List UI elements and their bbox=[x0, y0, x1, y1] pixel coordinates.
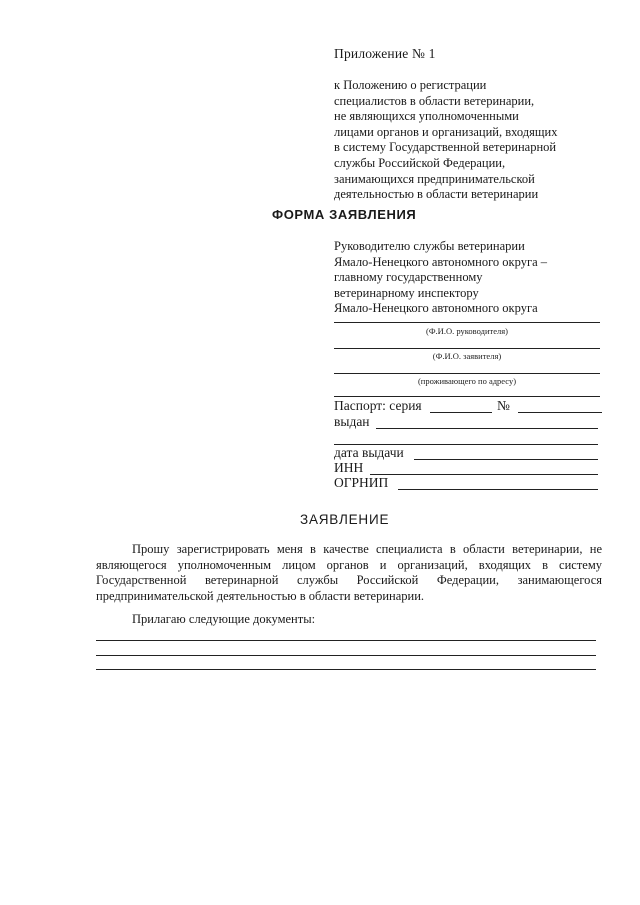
residence-caption: (проживающего по адресу) bbox=[417, 376, 517, 386]
residence-line[interactable] bbox=[334, 373, 600, 374]
appendix-reference bbox=[334, 78, 614, 203]
passport-series-blank[interactable] bbox=[430, 412, 492, 413]
attachments-line-1[interactable] bbox=[96, 640, 596, 641]
addressee-line: Ямало-Ненецкого автономного округа – bbox=[334, 254, 547, 269]
statement-title: ЗАЯВЛЕНИЕ bbox=[300, 512, 390, 527]
addressee-line: Руководителю службы ветеринарии bbox=[334, 239, 525, 253]
issued-by-blank[interactable] bbox=[376, 428, 598, 429]
reference-line: к Положению о регистрации bbox=[334, 78, 487, 92]
applicant-name-caption: (Ф.И.О. заявителя) bbox=[432, 351, 502, 361]
issue-date-blank[interactable] bbox=[414, 459, 598, 460]
residence-line-2[interactable] bbox=[334, 396, 600, 397]
reference-line: занимающихся предпринимательской bbox=[334, 171, 535, 186]
attachments-line-2[interactable] bbox=[96, 655, 596, 656]
issue-date-label: дата выдачи bbox=[334, 445, 404, 460]
head-name-line[interactable] bbox=[334, 322, 600, 323]
addressee-line: Ямало-Ненецкого автономного округа bbox=[334, 301, 538, 316]
reference-line: лицами органов и организаций, входящих bbox=[334, 124, 558, 139]
addressee-line: ветеринарному инспектору bbox=[334, 285, 479, 300]
reference-line: не являющихся уполномоченными bbox=[334, 109, 519, 124]
passport-number-blank[interactable] bbox=[518, 412, 602, 413]
addressee-line: главному государственному bbox=[334, 270, 483, 285]
inn-label: ИНН bbox=[334, 460, 364, 475]
applicant-name-line[interactable] bbox=[334, 348, 600, 349]
ogrnip-blank[interactable] bbox=[398, 489, 598, 490]
issued-by-label: выдан bbox=[334, 414, 370, 429]
reference-line: службы Российской Федерации, bbox=[334, 155, 506, 170]
head-name-caption: (Ф.И.О. руководителя) bbox=[426, 326, 508, 336]
reference-line: в систему Государственной ветеринарной bbox=[334, 140, 557, 155]
ogrnip-label: ОГРНИП bbox=[334, 475, 389, 490]
appendix-label: Приложение № 1 bbox=[334, 46, 436, 61]
addressee-block bbox=[334, 239, 547, 317]
inn-blank[interactable] bbox=[370, 474, 598, 475]
reference-line: специалистов в области ветеринарии, bbox=[334, 93, 535, 108]
passport-series-label: Паспорт: серия bbox=[334, 398, 422, 413]
passport-number-label: № bbox=[497, 398, 510, 413]
statement-body bbox=[96, 542, 602, 604]
statement-text: Прошу зарегистрировать меня в качестве специалиста в области ветеринарии, не являющегося уполномоченным лицом органов и организаций, входящих в систему Государственной ветеринарной службы Российской Федерации, занимающегося предпринимательской деятельностью в области ветеринарии. bbox=[96, 542, 602, 603]
reference-line: деятельностью в области ветеринарии bbox=[334, 187, 539, 202]
form-title: ФОРМА ЗАЯВЛЕНИЯ bbox=[272, 207, 417, 222]
attachments-line-3[interactable] bbox=[96, 669, 596, 670]
attachments-label: Прилагаю следующие документы: bbox=[132, 612, 316, 626]
